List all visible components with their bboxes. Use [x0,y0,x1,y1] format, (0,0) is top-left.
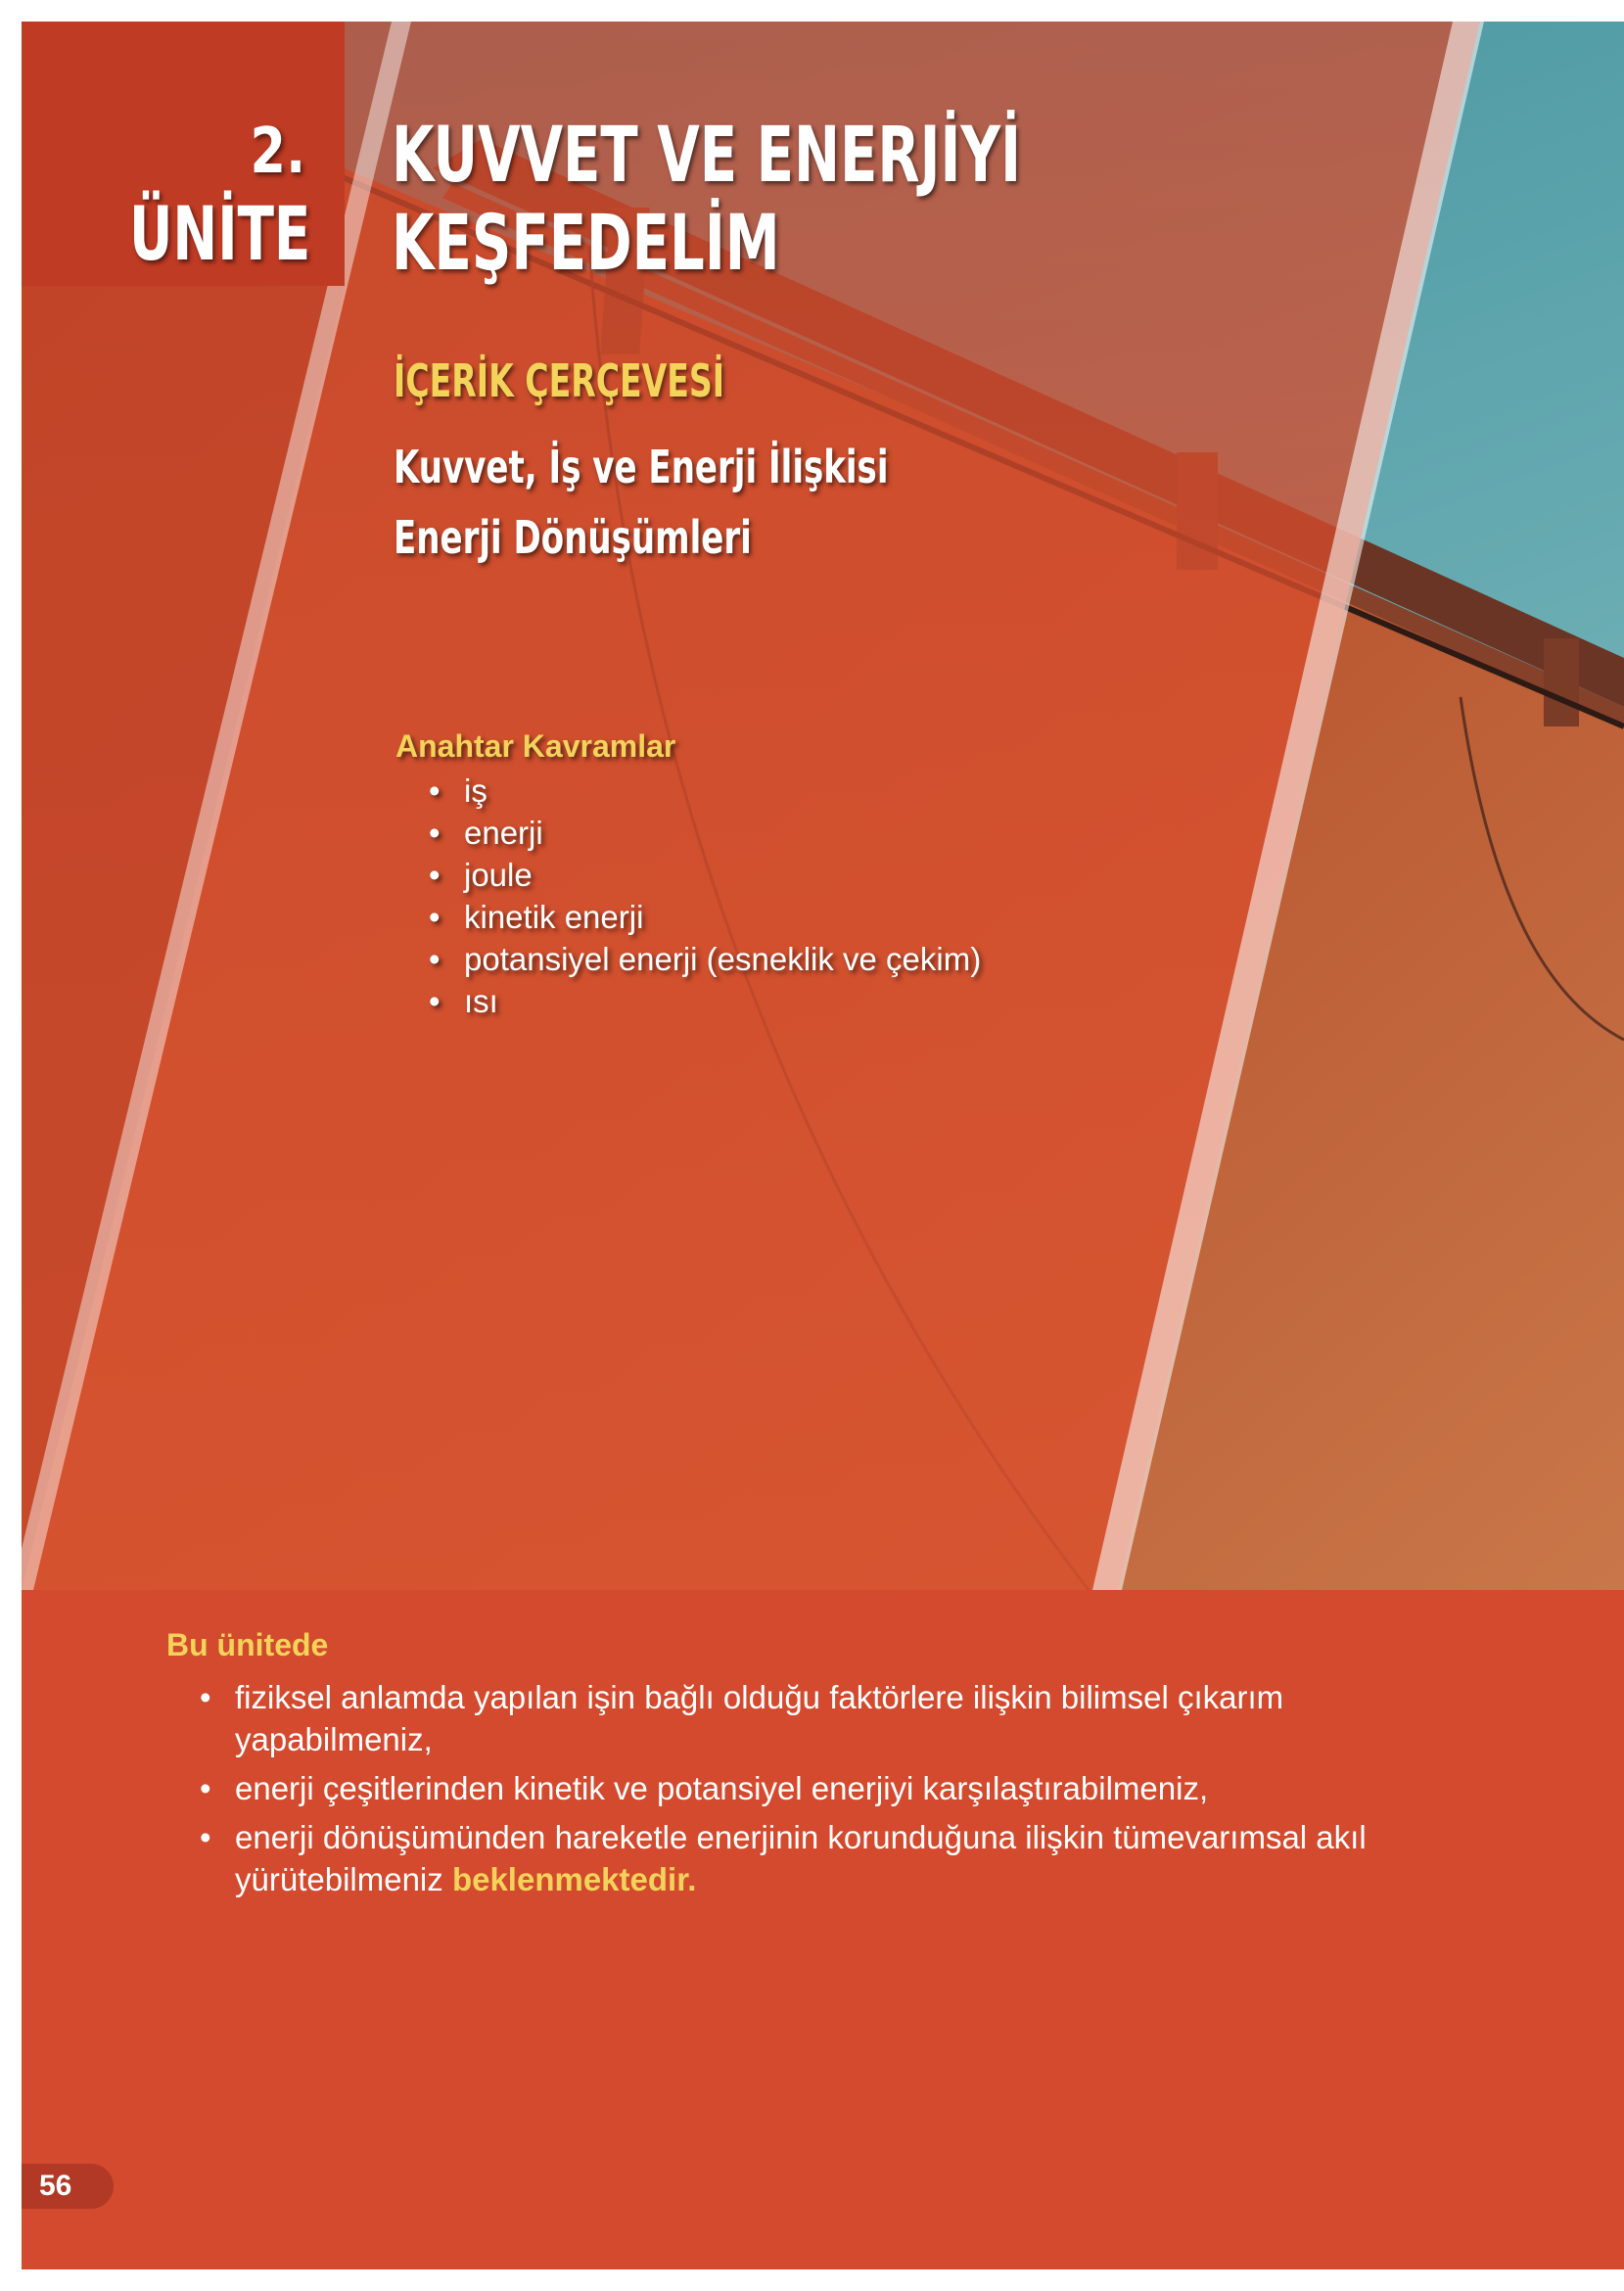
objectives-heading: Bu ünitede [166,1627,329,1662]
unit-label: ÜNİTE [129,190,311,277]
keyword-item: • kinetik enerji [421,896,981,938]
keywords-list [421,770,981,1022]
content-frame-item: Kuvvet, İş ve Enerji İlişkisi [394,441,889,493]
unit-title-line-2: KEŞFEDELİM [392,200,780,288]
page-number: 56 [39,2170,72,2202]
keyword-item: • iş [421,770,981,812]
objective-item [196,1816,1468,1900]
book-page [22,22,1624,2269]
keyword-item: • potansiyel enerji (esneklik ve çekim) [421,938,981,980]
content-frame-item: Enerji Dönüşümleri [394,511,752,564]
objective-emphasis: beklenmektedir. [451,1861,697,1897]
keyword-item: • ısı [421,980,981,1022]
content-frame-heading: İÇERİK ÇERÇEVESİ [394,354,725,407]
objective-text: enerji dönüşümünden hareketle enerjinin korunduğuna ilişkin tümevarımsal akıl yürütebilmeniz [235,1819,1367,1897]
unit-number: 2. [250,116,305,188]
hero-photo [22,22,1624,1590]
keyword-item: • enerji [421,812,981,854]
objective-item: • enerji çeşitlerinden kinetik ve potansiyel enerjiyi karşılaştırabilmeniz, [196,1767,1468,1809]
objective-item: • fiziksel anlamda yapılan işin bağlı olduğu faktörlere ilişkin bilimsel çıkarım yapabilmeniz, [196,1676,1468,1760]
unit-title-line-1: KUVVET VE ENERJİYİ [392,112,1021,200]
keywords-heading: Anahtar Kavramlar [395,728,676,764]
keyword-item: • joule [421,854,981,896]
objectives-list [196,1676,1468,1907]
